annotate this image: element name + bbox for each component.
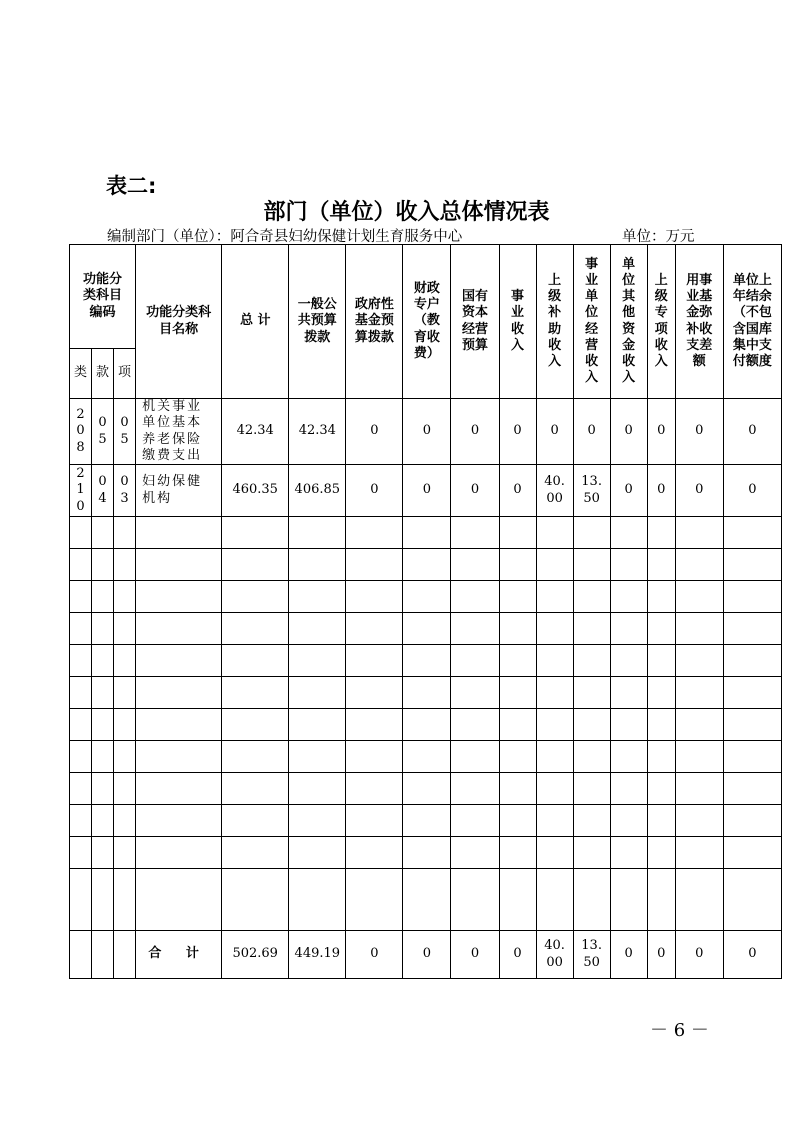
empty-row xyxy=(70,709,782,741)
row-unit-operation: 0 xyxy=(573,399,610,465)
row-name: 妇幼保健机构 xyxy=(136,465,222,517)
table-row xyxy=(70,465,782,517)
total-special-account: 0 xyxy=(403,931,451,979)
row-general-budget: 406.85 xyxy=(289,465,346,517)
page-title: 部门（单位）收入总体情况表 xyxy=(263,200,550,225)
row-item-code: 0 3 xyxy=(114,465,136,517)
row-special-account: 0 xyxy=(403,399,451,465)
row-superior-subsidy: 0 xyxy=(536,399,573,465)
header-kuan: 款 xyxy=(92,349,114,399)
income-table xyxy=(69,244,782,979)
header-class: 类 xyxy=(70,349,92,399)
total-superior-special: 0 xyxy=(647,931,675,979)
row-kuan-code: 0 4 xyxy=(92,465,114,517)
row-other-income: 0 xyxy=(610,465,647,517)
empty-row xyxy=(70,773,782,805)
header-superior-subsidy: 上 级 补 助 收 入 xyxy=(536,245,573,399)
empty-row xyxy=(70,517,782,549)
header-fund-cover: 用事 业基 金弥 补收 支差 额 xyxy=(675,245,723,399)
total-other-income: 0 xyxy=(610,931,647,979)
header-superior-special: 上 级 专 项 收 入 xyxy=(647,245,675,399)
header-item: 项 xyxy=(114,349,136,399)
total-row xyxy=(70,931,782,979)
header-business-income: 事 业 收 入 xyxy=(499,245,536,399)
header-code: 功能分 类科目 编码 xyxy=(70,245,136,349)
row-business-income: 0 xyxy=(499,465,536,517)
header-row xyxy=(70,245,782,349)
row-fund-cover: 0 xyxy=(675,465,723,517)
row-fund-cover: 0 xyxy=(675,399,723,465)
row-total: 460.35 xyxy=(222,465,289,517)
row-carryover: 0 xyxy=(723,465,781,517)
total-sum: 502.69 xyxy=(222,931,289,979)
row-unit-operation: 13. 50 xyxy=(573,465,610,517)
empty-row xyxy=(70,645,782,677)
row-gov-fund: 0 xyxy=(346,399,403,465)
empty-row xyxy=(70,677,782,709)
empty-row xyxy=(70,741,782,773)
total-business-income: 0 xyxy=(499,931,536,979)
row-gov-fund: 0 xyxy=(346,465,403,517)
row-carryover: 0 xyxy=(723,399,781,465)
total-unit-operation: 13. 50 xyxy=(573,931,610,979)
row-general-budget: 42.34 xyxy=(289,399,346,465)
row-state-capital: 0 xyxy=(451,399,499,465)
empty-row xyxy=(70,549,782,581)
page-number: － 6 － xyxy=(650,1020,709,1041)
header-unit-operation: 事 业 单 位 经 营 收 入 xyxy=(573,245,610,399)
empty-row xyxy=(70,805,782,837)
table-row xyxy=(70,399,782,465)
header-carryover: 单位上 年结余 （不包 含国库 集中支 付额度 xyxy=(723,245,781,399)
row-total: 42.34 xyxy=(222,399,289,465)
total-state-capital: 0 xyxy=(451,931,499,979)
header-gov-fund: 政府性 基金预 算拨款 xyxy=(346,245,403,399)
row-other-income: 0 xyxy=(610,399,647,465)
header-general-budget: 一般公 共预算 拨款 xyxy=(289,245,346,399)
empty-row xyxy=(70,581,782,613)
row-superior-special: 0 xyxy=(647,465,675,517)
total-superior-subsidy: 40. 00 xyxy=(536,931,573,979)
row-superior-subsidy: 40. 00 xyxy=(536,465,573,517)
header-other-income: 单 位 其 他 资 金 收 入 xyxy=(610,245,647,399)
header-name: 功能分类科 目名称 xyxy=(136,245,222,399)
section-label: 表二: xyxy=(106,174,157,198)
total-label: 合 计 xyxy=(136,931,222,979)
unit-label: 单位：万元 xyxy=(622,229,695,245)
header-special-account: 财政 专户 （教 育收 费） xyxy=(403,245,451,399)
total-gov-fund: 0 xyxy=(346,931,403,979)
row-class-code: 2 1 0 xyxy=(70,465,92,517)
header-state-capital: 国有 资本 经营 预算 xyxy=(451,245,499,399)
total-general-budget: 449.19 xyxy=(289,931,346,979)
row-class-code: 2 0 8 xyxy=(70,399,92,465)
compiling-unit: 编制部门（单位）：阿合奇县妇幼保健计划生育服务中心 xyxy=(107,229,463,245)
total-carryover: 0 xyxy=(723,931,781,979)
row-special-account: 0 xyxy=(403,465,451,517)
row-name: 机关事业单位基本养老保险缴费支出 xyxy=(136,399,222,465)
header-total: 总 计 xyxy=(222,245,289,399)
empty-row xyxy=(70,869,782,931)
row-kuan-code: 0 5 xyxy=(92,399,114,465)
empty-row xyxy=(70,837,782,869)
row-business-income: 0 xyxy=(499,399,536,465)
row-state-capital: 0 xyxy=(451,465,499,517)
row-item-code: 0 5 xyxy=(114,399,136,465)
row-superior-special: 0 xyxy=(647,399,675,465)
empty-row xyxy=(70,613,782,645)
total-fund-cover: 0 xyxy=(675,931,723,979)
